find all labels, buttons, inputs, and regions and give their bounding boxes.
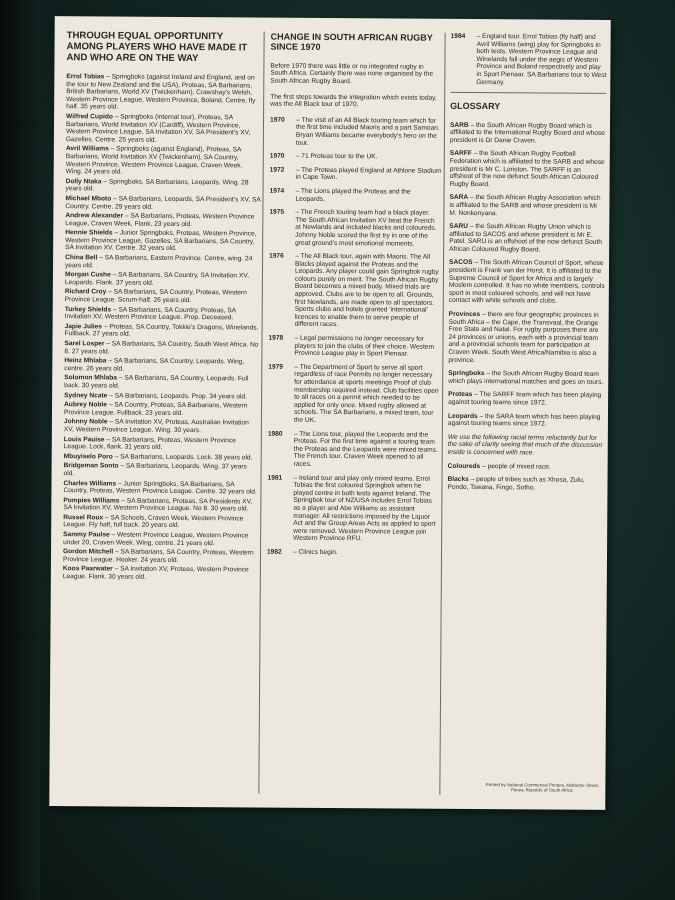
player-name: Pompies Williams — [63, 496, 120, 505]
player-entry — [65, 254, 260, 271]
player-entry — [65, 289, 260, 306]
timeline-entry — [269, 209, 441, 248]
timeline-year: 1970 — [270, 116, 285, 124]
player-details: – SA Barbarians, Leopards. Wing. 37 years old. — [63, 462, 247, 478]
change-heading: CHANGE IN SOUTH AFRICAN RUGBY SINCE 1970 — [270, 31, 433, 53]
timeline-entry — [270, 166, 442, 182]
timeline-year: 1984 — [450, 32, 466, 40]
glossary-term: Provinces — [448, 310, 481, 319]
timeline-year: 1976 — [269, 252, 284, 260]
glossary-definition: – The South African Council of Sport, whose president is Frank van der Horst. It is affiliated to the Supreme Council of Sport for Africa and is largely Moslem controlled. It has no white members, controls sport in most coloured schools, and will not have contact with white schools and clubs. — [448, 259, 605, 306]
glossary-entry — [448, 391, 604, 407]
player-name: Avril Williams — [65, 145, 109, 153]
timeline-entry — [450, 33, 606, 87]
player-details: – SA Barbarians, SA Country, Proteas, Western Province League. Scrum-half. 26 years old. — [64, 288, 247, 305]
timeline-year: 1982 — [267, 548, 282, 556]
timeline-year: 1974 — [269, 187, 285, 195]
glossary-entry — [448, 412, 604, 428]
player-details: – Springboks (against England), Proteas, SA Barbarians, World Invitation XV (Twickenham), SA Country, Western Province, Western Province League, Craven Week. Wing. 24 years old. — [65, 145, 243, 176]
timeline-year: 1979 — [268, 363, 284, 371]
glossary-definition: – the South African Rugby Union which is affiliated to SACOS and whose president is Mr E. Patel. SARU is an offshoot of the now defunct South African Coloured Rugby Board. — [449, 223, 602, 254]
player-entry — [64, 462, 259, 479]
timeline-text: – 71 Proteas tour to the UK. — [295, 152, 378, 161]
player-entry — [63, 480, 258, 497]
player-name: Turkey Shields — [64, 305, 112, 314]
glossary-definition: – the South African Rugby Association which is affiliated to the SARB and whose president is Mr M. Nonkonyana. — [449, 194, 601, 217]
player-name: Michael Mboto — [65, 195, 112, 203]
glossary-definition: – the South African Rugby Board team which plays international matches and goes on tours. — [448, 370, 604, 386]
timeline-text: – The Lions tour, played the Leopards and the Proteas. For the first time against a touring team the Proteas and the Leopards were mixed teams. The French tour. Craven Week opened to all races. — [293, 430, 438, 468]
player-name: Solomon Mhlaba — [64, 374, 118, 382]
timeline-year: 1980 — [267, 430, 283, 438]
timeline-text: – England tour. Errol Tobias (fly half) and Avril Williams (wing) play for Springboks in both tests. Western Province League and Winelands fall under the aegis of Western Province and Boland respectively and play in Sport Pienaar. SA Barbarians tour to West Germany. — [476, 33, 607, 86]
timeline-text: – Ireland tour and play only mixed teams. Errol Tobias the first coloured Springbok when he played centre in both tests against Ireland. The Springbok tour of NZ/USA includes Errol Tobias as a player and Abe Williams as assistant manager. All restrictions imposed by the Liquor Act and the Group Areas Acts as applied to sport were removed. Western Province League join Western Province RFU. — [293, 474, 436, 543]
player-name: Russel Roux — [63, 514, 104, 522]
glossary-entry — [448, 370, 604, 386]
player-name: Morgan Cushe — [64, 271, 111, 279]
player-details: – SA Barbarians, SA Country, Leopards. Full back. 30 years old. — [64, 374, 249, 390]
player-entry — [64, 392, 259, 401]
player-name: Sydney Ncate — [64, 391, 108, 400]
player-entry — [63, 514, 258, 531]
timeline-entry — [270, 153, 442, 162]
player-entry — [65, 271, 260, 288]
player-details: – SA Country, Proteas, SA Barbarians, Western Province League. Fullback. 23 years old. — [63, 401, 248, 417]
timeline-entry — [268, 335, 440, 359]
glossary-term: Coloureds — [447, 462, 481, 470]
intro-paragraph-2: The first steps towards the integration which exists today, was the All Black tour of 1970. — [270, 93, 437, 109]
timeline-text: – The French touring team had a black player. The South African Invitation XV beat the French at Newlands and included blacks and coloureds. Johnny Noble scored the first try in one of the great ground's most emotional moments. — [295, 208, 437, 248]
player-entry — [63, 548, 258, 565]
change-column — [265, 32, 442, 801]
glossary-term: Blacks — [447, 475, 469, 484]
glossary-entry — [447, 476, 603, 492]
player-entry — [63, 497, 258, 514]
player-name: Mbuyiselo Poro — [63, 452, 113, 461]
glossary-definition: – the South African Rugby Board which is affiliated to the International Rugby Board and whose president is Dr Danie Craven. — [449, 121, 605, 145]
player-name: Heinz Mhlaba — [64, 357, 107, 365]
timeline-text: – The Lions played the Proteas and the Leopards. — [295, 187, 411, 203]
timeline-entry — [268, 430, 440, 469]
timeline-text: – The Proteas played England at Athlone Stadium in Cape Town. — [295, 166, 442, 182]
glossary-definition: – people of mixed race. — [482, 462, 551, 471]
glossary-term: SARA — [449, 194, 469, 202]
glossary-entry — [448, 311, 604, 365]
player-entry — [65, 195, 260, 212]
glossary-term: Leopards — [447, 412, 478, 420]
player-entry — [66, 73, 261, 112]
player-name: Sammy Paulse — [63, 531, 110, 539]
glossary-definition: – people of tribes such as Xhosa, Zulu, Pondo, Tswana, Fingo, Sotho. — [447, 476, 585, 492]
player-details: – SA Invitation XV, Proteas, Western Province League. Flank. 30 years old. — [62, 565, 249, 581]
players-column — [61, 30, 261, 799]
racial-terms-note: We use the following racial terms reluctantly but for the sake of clarity seeing that much of the discussion inside is concerned with race. — [447, 433, 603, 457]
player-entry — [64, 375, 259, 392]
player-name: Richard Croy — [64, 288, 107, 296]
player-name: Wilfred Cupido — [66, 113, 113, 121]
glossary-definition: – there are four geographic provinces in South Africa – the Cape, the Transvaal, the Orange Free State and Natal. For rugby purposes there are 24 provinces or unions, each with a provincial team and a provincial schools team for participation at Craven Week. South West Africa/Namibia is also a province. — [448, 311, 599, 364]
dark-edge — [0, 0, 40, 900]
player-details: – Junior Springboks, SA Barbarians, SA Country, Proteas, Western Province League. Centre. 32 years old. — [63, 480, 257, 496]
player-entry — [65, 212, 260, 229]
timeline-year: 1978 — [268, 334, 284, 342]
timeline-entry — [268, 363, 440, 425]
players-heading: THROUGH EQUAL OPPORTUNITY AMONG PLAYERS WHO HAVE MADE IT AND WHO ARE ON THE WAY — [66, 30, 248, 65]
player-name: Koos Paarwater — [62, 565, 113, 573]
player-details: – SA Barbarians, SA Country, South West Africa. No 8. 27 years old. — [64, 340, 259, 356]
player-name: Louis Pauise — [63, 435, 105, 443]
glossary-entry — [448, 462, 604, 471]
glossary-list-racial — [447, 462, 603, 492]
timeline-entry — [269, 188, 441, 204]
timeline-entry — [267, 548, 439, 557]
timeline-text: – Clinics begin. — [293, 548, 338, 556]
player-details: – Proteas, SA Country, Tokkie's Dragons, Winelands. Fullback. 27 years old. — [64, 323, 259, 339]
glossary-entry — [449, 194, 605, 218]
glossary-entry — [450, 150, 606, 189]
player-name: Bridgeman Sonto — [63, 462, 119, 470]
player-details: – SA Barbarians, SA Country, Leopards. Wing, centre. 26 years old. — [64, 357, 245, 373]
glossary-term: Proteas — [448, 391, 473, 399]
glossary-heading: GLOSSARY — [450, 100, 501, 112]
glossary-term: Springboks — [448, 370, 485, 378]
glossary-term: SACOS — [449, 259, 473, 267]
player-details: – SA Barbarians, Leopards. Lock. 38 years old. — [114, 453, 253, 462]
player-details: – SA Schools, Craven Week, Western Province League. Fly half, full back. 20 years old. — [63, 514, 244, 530]
glossary-definition: – the SARA team which has been playing against touring teams since 1972. — [447, 412, 601, 428]
player-entry — [63, 566, 258, 583]
player-entry — [64, 401, 259, 418]
timeline-text: – Legal permissions no longer necessary for players to join the clubs of their choice. Western Province League play in Sport Pienaar. — [294, 334, 435, 358]
player-details: – SA Invitation XV, Proteas, Australian Invitation XV, Western Province League. Wing. 30 years. — [63, 418, 249, 435]
timeline-text: – The Department of Sport to serve all sport regardless of race Permits no longer necessary for attendance at sports meetings Proof of club membership required instead. Club facilities open to all races on a permit which needed to be applied for only once. Mixed rugby allowed at schools. The SA Barbarians, a mixed team, tour the UK. — [293, 363, 439, 424]
player-entry — [66, 113, 261, 145]
player-details: – Junior Springboks, Proteas, Western Province, Western Province League, Gazelles, SA Barbarians, SA Country, SA Invitation XV. Centre. 32 years old. — [65, 229, 257, 253]
player-entry — [64, 357, 259, 374]
player-name: Charles Williams — [63, 479, 117, 488]
player-details: – SA Barbarians, SA Country, SA Invitation XV, Leopards. Flank. 37 years old. — [64, 271, 249, 287]
glossary-definition: – The SARFF team which has been playing against touring teams since 1972. — [448, 391, 602, 407]
glossary-list — [448, 121, 606, 428]
glossary-entry — [449, 259, 605, 306]
player-details: – Springboks (against Ireland and England, and on the tour to New Zealand and the USA), Proteas, SA Barbarians, British Barbarians, World XV (Twickenham), Crawshay's Welsh, Western Province League, Western Province, Boland. Centre, fly half. 35 years old. — [66, 73, 256, 111]
player-details: – Western Province League, Western Province under 20, Craven Week. Wing, centre. 21 years old. — [63, 531, 249, 547]
printed-page — [49, 16, 611, 810]
player-details: – Springboks, SA Barbarians, Leopards. Wing. 28 years old. — [65, 178, 249, 193]
player-entry — [65, 229, 260, 253]
player-name: Dolly Ntaka — [65, 177, 102, 186]
player-name: Errol Tobias — [66, 73, 105, 81]
timeline-text: – The visit of an All Black touring team which for the first time included Maoris and a part Samoan. Bryan Williams became everybody's hero on the tour. — [295, 116, 440, 147]
timeline-list — [267, 116, 442, 557]
timeline-year: 1970 — [269, 152, 285, 160]
glossary-column — [445, 33, 606, 802]
players-list — [63, 73, 262, 582]
timeline-year: 1975 — [269, 208, 285, 216]
player-entry — [66, 145, 261, 177]
timeline-year: 1972 — [269, 166, 285, 174]
player-details: – SA Barbarians, SA Country, Proteas, SA Invitation XV, Western Province League. Prop. Deceased. — [64, 306, 236, 322]
player-entry — [65, 306, 260, 323]
player-name: Andrew Alexander — [65, 212, 124, 220]
timeline-entry — [270, 116, 442, 148]
player-details: – SA Barbarians, Proteas, Western Province League. Lock, flank. 31 years old. — [63, 435, 236, 451]
player-details: – SA Barbarians, Eastern Province. Centre, wing. 24 years old. — [65, 254, 253, 270]
timeline-year: 1981 — [267, 474, 283, 482]
player-entry — [65, 323, 260, 340]
glossary-definition: – the South African Rugby Football Federation which is affiliated to the SARB and whose president is Mr C. Loriston. The SARFF is an offshoot of the now defunct South African Coloured Rugby Board. — [449, 150, 605, 188]
player-name: China Bell — [65, 254, 98, 262]
player-name: Japie Julies — [64, 322, 103, 331]
timeline-list-continued — [450, 33, 606, 87]
printer-credit: Printed by National Commercial Printers, Malherbe Street, Parow, Republic of South Africa. — [485, 781, 599, 794]
player-details: – SA Barbarians, Leopards, SA President's XV, SA Country. Centre. 29 years old. — [65, 195, 261, 211]
player-details: – Springboks (internal tour), Proteas, SA Barbarians, World Invitation XV (Cardiff), Western Province, Western Province League, SA Invitation XV, SA President's XV, Gazelles. Centre. 25 years old. — [65, 113, 251, 144]
timeline-text: – The All Black tour, again with Maoris. The All Blacks played against the Proteas and the Leopards. Any player could gain Springbok rugby colours purely on merit. The South African Rugby Board becomes a mixed body. Mixed trials are approved. Clubs are to be open to all. Grounds, first Newlands, are made open to all spectators. Sports clubs and hotels granted 'international' licences to enable them to serve people of different races. — [294, 252, 439, 329]
player-name: Hennie Shields — [65, 229, 113, 237]
glossary-term: SARFF — [449, 150, 472, 158]
player-details: – SA Barbarians, Leopards. Prop. 34 years old. — [109, 392, 248, 400]
player-name: Sarel Losper — [64, 340, 105, 348]
section-rule — [450, 92, 606, 94]
player-entry — [63, 531, 258, 548]
player-details: – SA Barbarians, Proteas, Western Province League, Craven Week. Flank. 23 years old. — [65, 212, 255, 228]
timeline-entry — [269, 253, 442, 330]
player-name: Gordon Mitchell — [62, 548, 114, 556]
glossary-term: SARB — [449, 121, 469, 129]
player-entry — [66, 178, 261, 195]
player-entry — [64, 340, 259, 357]
glossary-term: SARU — [449, 222, 469, 231]
player-entry — [64, 418, 259, 435]
player-details: – SA Barbarians, SA Country, Proteas, Western Province League. Hooker. 24 years old. — [62, 548, 254, 564]
player-name: Johnny Noble — [63, 418, 108, 426]
glossary-entry — [450, 121, 606, 145]
timeline-entry — [267, 474, 439, 544]
intro-paragraph-1: Before 1970 there was little or no integrated rugby in South Africa. Certainly there was none organised by the South African Rugby Board. — [270, 62, 434, 86]
glossary-entry — [449, 223, 605, 254]
player-entry — [64, 453, 259, 462]
player-entry — [64, 436, 259, 453]
player-name: Aubrey Noble — [64, 401, 107, 409]
player-details: – SA Barbarians, Proteas, SA Presidents XV, SA Invitation XV, Western Province League. No 8. 30 years old. — [63, 497, 253, 513]
